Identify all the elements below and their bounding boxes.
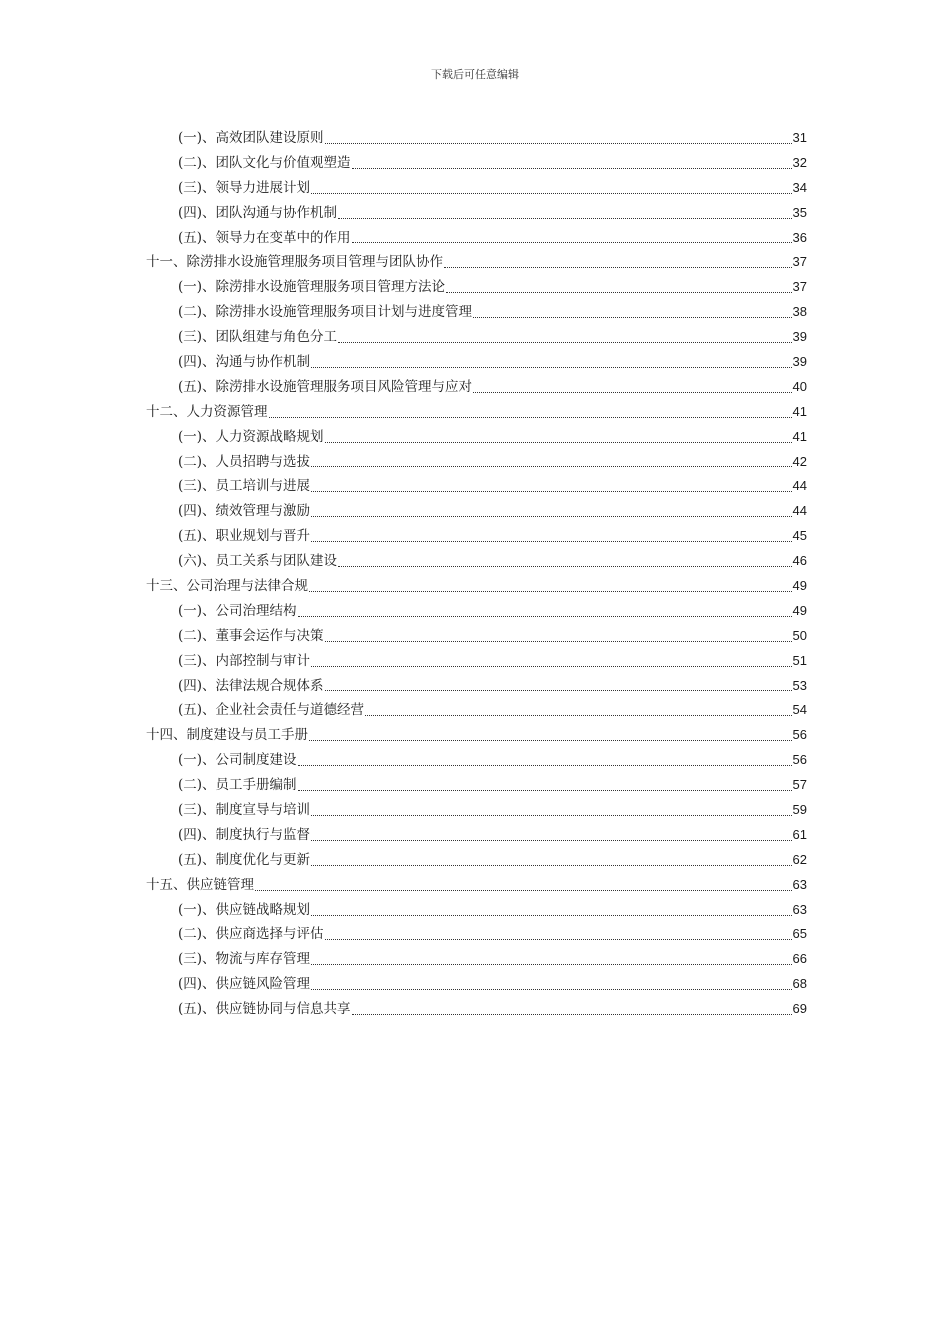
toc-entry-title: (三)、团队组建与角色分工 xyxy=(178,329,338,346)
toc-section-entry[interactable] xyxy=(146,300,807,325)
toc-dot-leader xyxy=(311,964,791,965)
toc-entry-page-number: 49 xyxy=(792,602,807,618)
toc-dot-leader xyxy=(444,267,792,268)
toc-entry-title: (一)、人力资源战略规划 xyxy=(178,428,324,445)
toc-entry-title: (四)、沟通与协作机制 xyxy=(178,354,311,370)
toc-section-entry[interactable] xyxy=(146,474,807,499)
toc-entry-page-number: 63 xyxy=(792,901,807,917)
toc-section-entry[interactable] xyxy=(146,375,807,400)
toc-chapter-entry[interactable] xyxy=(146,250,807,275)
toc-section-entry[interactable] xyxy=(146,226,807,251)
toc-entry-title: (二)、供应商选择与评估 xyxy=(178,926,324,943)
toc-entry-page-number: 66 xyxy=(792,951,807,967)
toc-entry-title: (五)、领导力在变革中的作用 xyxy=(178,229,351,246)
toc-section-entry[interactable] xyxy=(146,923,807,948)
toc-dot-leader xyxy=(338,218,791,219)
toc-section-entry[interactable] xyxy=(146,599,807,624)
toc-entry-page-number: 53 xyxy=(792,677,807,693)
toc-entry-page-number: 32 xyxy=(792,154,807,170)
toc-entry-page-number: 56 xyxy=(792,727,807,743)
toc-entry-page-number: 35 xyxy=(792,204,807,220)
toc-entry-page-number: 41 xyxy=(792,428,807,444)
toc-entry-title: (四)、团队沟通与协作机制 xyxy=(178,204,338,221)
toc-entry-title: (五)、企业社会责任与道德经营 xyxy=(178,702,365,719)
toc-dot-leader xyxy=(311,815,791,816)
toc-section-entry[interactable] xyxy=(146,898,807,923)
toc-dot-leader xyxy=(311,516,791,517)
toc-entry-page-number: 44 xyxy=(792,503,807,519)
toc-dot-leader xyxy=(325,690,792,691)
toc-entry-title: (三)、员工培训与进展 xyxy=(178,478,311,495)
toc-section-entry[interactable] xyxy=(146,997,807,1022)
toc-entry-title: (二)、人员招聘与选拔 xyxy=(178,453,311,470)
toc-entry-title: 十一、除涝排水设施管理服务项目管理与团队协作 xyxy=(146,254,443,271)
toc-dot-leader xyxy=(269,417,792,418)
toc-entry-page-number: 54 xyxy=(792,702,807,718)
toc-dot-leader xyxy=(325,939,792,940)
toc-entry-title: (五)、供应链协同与信息共享 xyxy=(178,1001,351,1018)
toc-dot-leader xyxy=(365,715,791,716)
toc-dot-leader xyxy=(311,193,791,194)
toc-section-entry[interactable] xyxy=(146,972,807,997)
toc-dot-leader xyxy=(473,392,791,393)
page-header: 下载后可任意编辑 xyxy=(431,68,519,81)
toc-dot-leader xyxy=(325,143,792,144)
toc-entry-title: (三)、领导力进展计划 xyxy=(178,179,311,196)
toc-dot-leader xyxy=(311,367,791,368)
toc-entry-title: (四)、法律法规合规体系 xyxy=(178,677,324,694)
toc-entry-page-number: 37 xyxy=(792,279,807,295)
toc-section-entry[interactable] xyxy=(146,674,807,699)
toc-entry-title: 十五、供应链管理 xyxy=(146,876,254,893)
toc-entry-page-number: 44 xyxy=(792,478,807,494)
toc-dot-leader xyxy=(338,566,791,567)
toc-section-entry[interactable] xyxy=(146,947,807,972)
toc-entry-title: (二)、员工手册编制 xyxy=(178,777,297,794)
toc-section-entry[interactable] xyxy=(146,624,807,649)
toc-entry-title: (四)、绩效管理与激励 xyxy=(178,503,311,520)
toc-entry-title: (一)、公司治理结构 xyxy=(178,602,297,619)
toc-entry-title: (二)、除涝排水设施管理服务项目计划与进度管理 xyxy=(178,304,473,321)
toc-entry-title: (六)、员工关系与团队建设 xyxy=(178,553,338,570)
toc-section-entry[interactable] xyxy=(146,201,807,226)
toc-entry-page-number: 36 xyxy=(792,229,807,245)
toc-entry-title: (四)、制度执行与监督 xyxy=(178,826,311,843)
toc-entry-page-number: 59 xyxy=(792,802,807,818)
toc-dot-leader xyxy=(309,591,792,592)
toc-entry-title: (一)、供应链战略规划 xyxy=(178,901,311,918)
toc-entry-page-number: 45 xyxy=(792,528,807,544)
toc-entry-title: (三)、内部控制与审计 xyxy=(178,652,311,669)
toc-dot-leader xyxy=(309,740,792,741)
toc-dot-leader xyxy=(298,616,792,617)
toc-entry-title: (五)、除涝排水设施管理服务项目风险管理与应对 xyxy=(178,378,473,395)
toc-section-entry[interactable] xyxy=(146,450,807,475)
toc-chapter-entry[interactable] xyxy=(146,723,807,748)
toc-section-entry[interactable] xyxy=(146,126,807,151)
toc-entry-title: (一)、高效团队建设原则 xyxy=(178,129,324,146)
toc-dot-leader xyxy=(311,466,791,467)
toc-section-entry[interactable] xyxy=(146,151,807,176)
toc-section-entry[interactable] xyxy=(146,748,807,773)
toc-entry-page-number: 37 xyxy=(792,254,807,270)
toc-entry-page-number: 39 xyxy=(792,329,807,345)
toc-dot-leader xyxy=(446,292,791,293)
toc-entry-page-number: 39 xyxy=(792,354,807,369)
toc-dot-leader xyxy=(311,840,791,841)
toc-section-entry[interactable] xyxy=(146,698,807,723)
toc-entry-page-number: 62 xyxy=(792,851,807,867)
toc-chapter-entry[interactable] xyxy=(146,873,807,898)
toc-entry-page-number: 31 xyxy=(792,129,807,145)
toc-section-entry[interactable] xyxy=(146,499,807,524)
toc-entry-title: (三)、制度宣导与培训 xyxy=(178,802,311,819)
toc-dot-leader xyxy=(352,1014,792,1015)
toc-entry-page-number: 49 xyxy=(792,578,807,594)
toc-entry-title: (五)、职业规划与晋升 xyxy=(178,528,311,545)
toc-section-entry[interactable] xyxy=(146,649,807,674)
toc-entry-page-number: 40 xyxy=(792,378,807,394)
toc-dot-leader xyxy=(311,666,791,667)
toc-section-entry[interactable] xyxy=(146,823,807,848)
toc-entry-page-number: 50 xyxy=(792,627,807,643)
toc-section-entry[interactable] xyxy=(146,176,807,201)
toc-chapter-entry[interactable] xyxy=(146,574,807,599)
toc-entry-title: (五)、制度优化与更新 xyxy=(178,851,311,868)
toc-entry-page-number: 51 xyxy=(792,652,807,668)
toc-entry-page-number: 34 xyxy=(792,179,807,195)
toc-section-entry[interactable] xyxy=(146,325,807,350)
toc-entry-page-number: 61 xyxy=(792,826,807,842)
toc-entry-page-number: 57 xyxy=(792,777,807,793)
toc-section-entry[interactable] xyxy=(146,798,807,823)
toc-entry-page-number: 56 xyxy=(792,752,807,768)
toc-entry-page-number: 65 xyxy=(792,926,807,942)
toc-dot-leader xyxy=(325,641,792,642)
toc-dot-leader xyxy=(311,865,791,866)
toc-entry-title: (二)、董事会运作与决策 xyxy=(178,627,324,644)
toc-entry-page-number: 68 xyxy=(792,976,807,992)
toc-entry-page-number: 69 xyxy=(792,1001,807,1017)
toc-entry-page-number: 38 xyxy=(792,304,807,320)
toc-section-entry[interactable] xyxy=(146,425,807,450)
toc-entry-title: 十四、制度建设与员工手册 xyxy=(146,727,308,744)
toc-section-entry[interactable] xyxy=(146,524,807,549)
toc-dot-leader xyxy=(311,915,791,916)
toc-entry-title: (一)、公司制度建设 xyxy=(178,752,297,769)
toc-dot-leader xyxy=(311,989,791,990)
toc-entry-page-number: 63 xyxy=(792,876,807,892)
toc-entry-title: (一)、除涝排水设施管理服务项目管理方法论 xyxy=(178,279,446,296)
toc-dot-leader xyxy=(311,541,791,542)
toc-entry-title: 十二、人力资源管理 xyxy=(146,403,268,420)
toc-dot-leader xyxy=(298,790,792,791)
toc-chapter-entry[interactable] xyxy=(146,400,807,425)
toc-dot-leader xyxy=(311,491,791,492)
toc-section-entry[interactable] xyxy=(146,275,807,300)
toc-section-entry[interactable] xyxy=(146,549,807,574)
toc-dot-leader xyxy=(298,765,792,766)
toc-dot-leader xyxy=(255,890,792,891)
toc-dot-leader xyxy=(338,342,791,343)
toc-entry-title: (四)、供应链风险管理 xyxy=(178,976,311,993)
toc-section-entry[interactable] xyxy=(146,350,807,375)
toc-section-entry[interactable] xyxy=(146,773,807,798)
toc-entry-page-number: 42 xyxy=(792,453,807,469)
toc-section-entry[interactable] xyxy=(146,848,807,873)
toc-dot-leader xyxy=(352,168,792,169)
toc-entry-page-number: 41 xyxy=(792,403,807,419)
toc-dot-leader xyxy=(352,242,792,243)
table-of-contents xyxy=(146,126,807,1022)
toc-dot-leader xyxy=(325,442,792,443)
toc-entry-page-number: 46 xyxy=(792,553,807,569)
toc-entry-title: (三)、物流与库存管理 xyxy=(178,951,311,968)
toc-entry-title: (二)、团队文化与价值观塑造 xyxy=(178,154,351,171)
toc-dot-leader xyxy=(473,317,791,318)
toc-entry-title: 十三、公司治理与法律合规 xyxy=(146,578,308,595)
